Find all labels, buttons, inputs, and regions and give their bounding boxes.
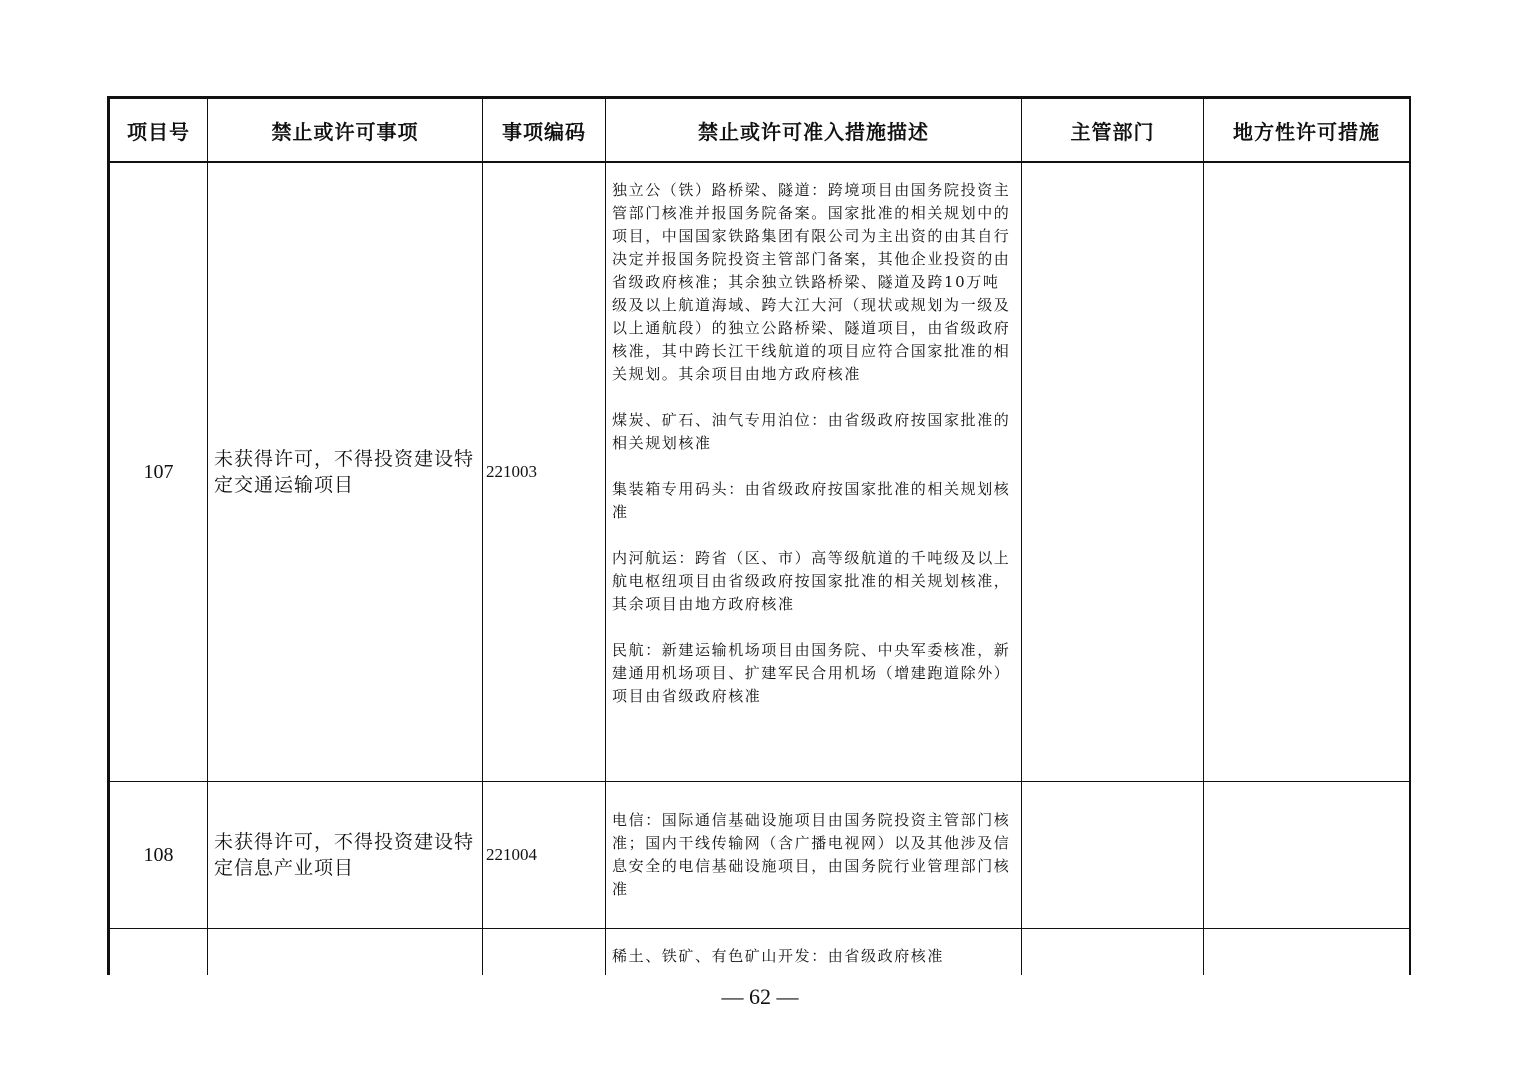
row-matter: 未获得许可，不得投资建设特定交通运输项目	[208, 162, 483, 782]
table-container	[107, 96, 1411, 975]
header-row	[110, 99, 1410, 163]
description-paragraph: 集装箱专用码头：由省级政府按国家批准的相关规划核准	[612, 480, 1011, 521]
header-item-number: 项目号	[110, 99, 208, 163]
table-row	[110, 782, 1410, 929]
header-department: 主管部门	[1022, 99, 1204, 163]
table-row	[110, 162, 1410, 782]
header-local-measure: 地方性许可措施	[1204, 99, 1410, 163]
row-local-measure	[1204, 162, 1410, 782]
row-local-measure	[1204, 782, 1410, 929]
row-number: 107	[110, 162, 208, 782]
permit-table	[109, 98, 1410, 975]
row-number	[110, 929, 208, 976]
row-local-measure	[1204, 929, 1410, 976]
table-row	[110, 929, 1410, 976]
row-description	[606, 162, 1022, 782]
description-paragraph: 独立公（铁）路桥梁、隧道：跨境项目由国务院投资主管部门核准并报国务院备案。国家批准的相关规划中的项目，中国国家铁路集团有限公司为主出资的由其自行决定并报国务院投资主管部门备案，其他企业投资的由省级政府核准；其余独立铁路桥梁、隧道及跨10万吨级及以上航道海域、跨大江大河（现状或规划为一级及以上通航段）的独立公路桥梁、隧道项目，由省级政府核准，其中跨长江干线航道的项目应符合国家批准的相关规划。其余项目由地方政府核准	[612, 181, 1011, 383]
description-paragraph: 民航：新建运输机场项目由国务院、中央军委核准，新建通用机场项目、扩建军民合用机场（增建跑道除外）项目由省级政府核准	[612, 641, 1011, 705]
row-code	[483, 929, 606, 976]
row-description	[606, 782, 1022, 929]
description-paragraph: 内河航运：跨省（区、市）高等级航道的千吨级及以上航电枢纽项目由省级政府按国家批准的相关规划核准，其余项目由地方政府核准	[612, 549, 1011, 613]
description-paragraph: 煤炭、矿石、油气专用泊位：由省级政府按国家批准的相关规划核准	[612, 411, 1011, 452]
row-description	[606, 929, 1022, 976]
description-paragraph: 稀土、铁矿、有色矿山开发：由省级政府核准	[612, 947, 945, 965]
row-matter	[208, 929, 483, 976]
row-code: 221003	[483, 162, 606, 782]
row-code: 221004	[483, 782, 606, 929]
description-paragraph: 电信：国际通信基础设施项目由国务院投资主管部门核准；国内干线传输网（含广播电视网）以及其他涉及信息安全的电信基础设施项目，由国务院行业管理部门核准	[612, 811, 1011, 898]
page-number: — 62 —	[721, 984, 799, 1009]
header-matter: 禁止或许可事项	[208, 99, 483, 163]
row-department	[1022, 782, 1204, 929]
row-department	[1022, 162, 1204, 782]
row-matter: 未获得许可，不得投资建设特定信息产业项目	[208, 782, 483, 929]
row-number: 108	[110, 782, 208, 929]
header-description: 禁止或许可准入措施描述	[606, 99, 1022, 163]
header-code: 事项编码	[483, 99, 606, 163]
row-department	[1022, 929, 1204, 976]
